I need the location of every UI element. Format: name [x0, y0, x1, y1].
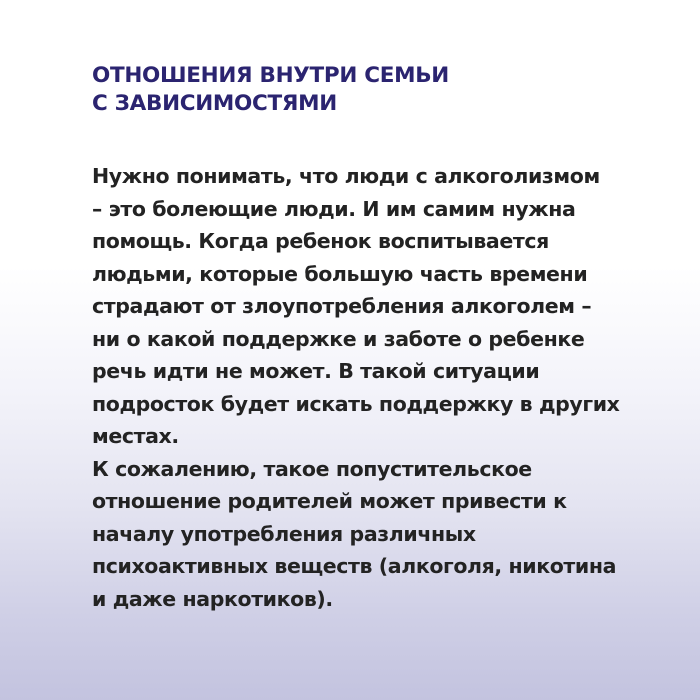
body-line: страдают от злоупотребления алкоголем –	[92, 294, 592, 318]
body-line: началу употребления различных	[92, 521, 476, 546]
body-line: речь идти не может. В такой ситуации	[92, 359, 540, 383]
body-line: людьми, которые большую часть времени	[92, 261, 588, 286]
body-text	[92, 160, 652, 615]
body-line: – это болеющие люди. И им самим нужна	[92, 196, 576, 221]
body-line: местах.	[92, 424, 179, 448]
page-title	[92, 62, 652, 118]
title-line: С ЗАВИСИМОСТЯМИ	[92, 91, 337, 116]
body-line: К сожалению, такое попустительское	[92, 456, 532, 481]
title-line: ОТНОШЕНИЯ ВНУТРИ СЕМЬИ	[92, 63, 449, 88]
body-line: Нужно понимать, что люди с алкоголизмом	[92, 164, 600, 188]
article	[92, 62, 652, 615]
body-line: подросток будет искать поддержку в других	[92, 391, 620, 416]
body-line: ни о какой поддержке и заботе о ребенке	[92, 326, 585, 351]
body-line: помощь. Когда ребенок воспитывается	[92, 229, 549, 253]
body-line: отношение родителей может привести к	[92, 489, 567, 513]
body-line: психоактивных веществ (алкоголя, никотина	[92, 554, 617, 578]
body-line: и даже наркотиков).	[92, 586, 333, 611]
